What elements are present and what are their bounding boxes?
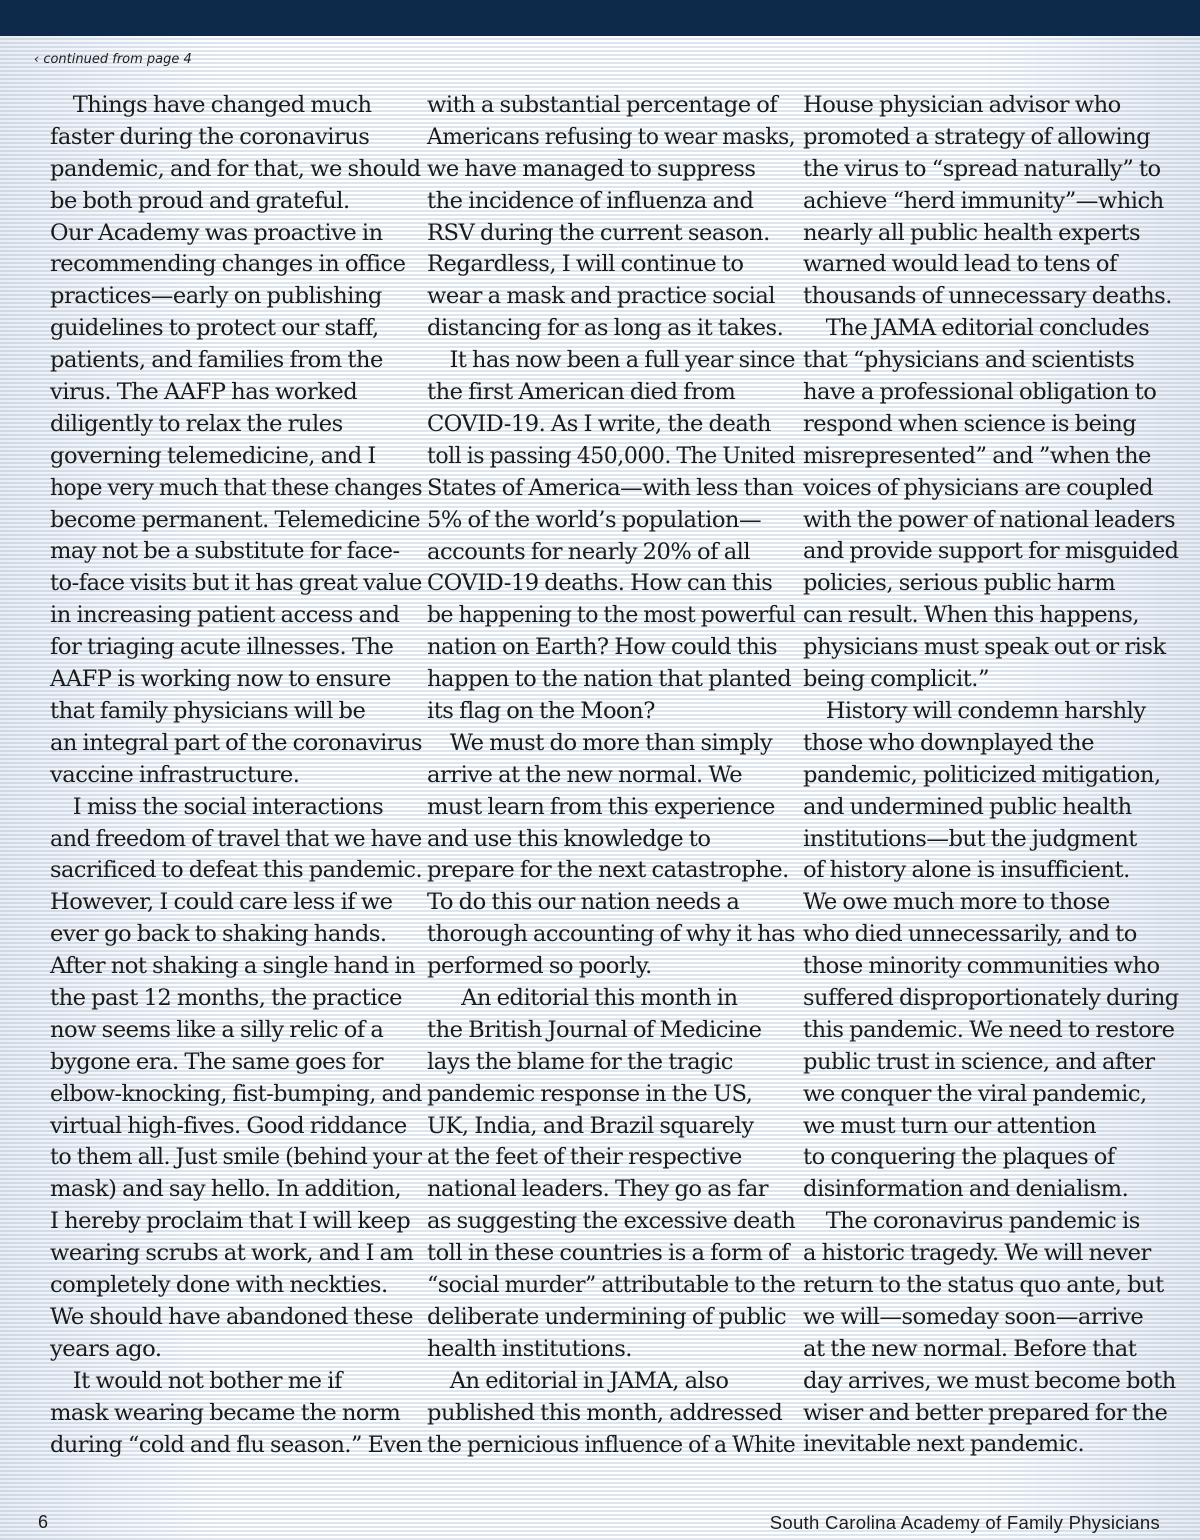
text-line: we have managed to suppress xyxy=(427,155,756,182)
text-line: now seems like a silly relic of a xyxy=(50,1016,384,1043)
text-line: pandemic, and for that, we should xyxy=(50,155,421,182)
text-line: COVID-19 deaths. How can this xyxy=(427,570,773,597)
text-line: An editorial this month in xyxy=(427,985,738,1012)
text-line: can result. When this happens, xyxy=(803,602,1140,629)
text-line: pandemic, politicized mitigation, xyxy=(803,761,1161,788)
header-bar xyxy=(0,0,1200,36)
text-line: promoted a strategy of allowing xyxy=(803,123,1151,150)
text-line: hope very much that these changes xyxy=(50,474,423,501)
text-line: elbow-knocking, fist-bumping, and xyxy=(50,1080,422,1107)
text-line: thorough accounting of why it has xyxy=(427,921,795,948)
text-line: disinformation and denialism. xyxy=(803,1176,1129,1203)
text-line: virtual high-fives. Good riddance xyxy=(50,1112,407,1139)
text-line: It has now been a full year since xyxy=(427,347,796,374)
text-line: with the power of national leaders xyxy=(803,506,1176,533)
text-line: An editorial in JAMA, also xyxy=(427,1367,729,1394)
text-line: the incidence of influenza and xyxy=(427,187,754,214)
text-line: must learn from this experience xyxy=(427,793,775,820)
text-line: lays the blame for the tragic xyxy=(427,1048,733,1075)
text-line: return to the status quo ante, but xyxy=(803,1271,1164,1298)
text-line: We owe much more to those xyxy=(803,889,1110,916)
publication-name: South Carolina Academy of Family Physicians xyxy=(769,1512,1160,1533)
text-line: health institutions. xyxy=(427,1335,632,1362)
text-line: The coronavirus pandemic is xyxy=(803,1208,1140,1235)
text-line: we conquer the viral pandemic, xyxy=(803,1080,1147,1107)
text-line: It would not bother me if xyxy=(50,1367,342,1394)
text-line: day arrives, we must become both xyxy=(803,1367,1176,1394)
text-line: during “cold and flu season.” Even xyxy=(50,1431,423,1458)
text-line: a historic tragedy. We will never xyxy=(803,1240,1151,1267)
text-line: achieve “herd immunity”—which xyxy=(803,187,1164,214)
text-line: prepare for the next catastrophe. xyxy=(427,857,789,884)
text-line: the virus to “spread naturally” to xyxy=(803,155,1161,182)
text-line: wearing scrubs at work, and I am xyxy=(50,1240,414,1267)
text-line: we will—someday soon—arrive xyxy=(803,1303,1144,1330)
text-line: arrive at the new normal. We xyxy=(427,761,743,788)
text-line: Things have changed much xyxy=(50,92,372,118)
text-line: be both proud and grateful. xyxy=(50,187,350,214)
text-line: UK, India, and Brazil squarely xyxy=(427,1112,754,1139)
text-line: History will condemn harshly xyxy=(803,697,1146,724)
text-line: mask) and say hello. In addition, xyxy=(50,1176,402,1203)
text-line: practices—early on publishing xyxy=(50,283,382,310)
text-line: an integral part of the coronavirus xyxy=(50,729,423,756)
article-column-3 xyxy=(803,90,1179,1461)
text-line: vaccine infrastructure. xyxy=(50,761,300,788)
text-line: the British Journal of Medicine xyxy=(427,1016,762,1043)
text-line: performed so poorly. xyxy=(427,953,652,980)
text-line: After not shaking a single hand in xyxy=(50,953,416,980)
text-line: for triaging acute illnesses. The xyxy=(50,634,394,661)
article-column-2 xyxy=(427,90,795,1461)
text-line: States of America—with less than xyxy=(427,474,794,501)
text-line: at the new normal. Before that xyxy=(803,1335,1137,1362)
text-line: the pernicious influence of a White xyxy=(427,1431,796,1458)
text-line: to conquering the plaques of xyxy=(803,1144,1115,1171)
text-line: We must do more than simply xyxy=(427,729,773,756)
text-line: sacrificed to defeat this pandemic. xyxy=(50,857,423,884)
text-line: be happening to the most powerful xyxy=(427,602,796,629)
text-line: public trust in science, and after xyxy=(803,1048,1155,1075)
text-line: as suggesting the excessive death xyxy=(427,1208,796,1235)
text-line: suffered disproportionately during xyxy=(803,984,1179,1011)
text-line: its flag on the Moon? xyxy=(427,697,655,724)
text-line: “social murder” attributable to the xyxy=(427,1272,796,1299)
text-line: mask wearing became the norm xyxy=(50,1399,401,1426)
text-line: Americans refusing to wear masks, xyxy=(427,123,796,150)
text-line: deliberate undermining of public xyxy=(427,1303,787,1330)
text-line: to-face visits but it has great value xyxy=(50,570,422,597)
text-line: that “physicians and scientists xyxy=(803,347,1135,374)
text-line: Our Academy was proactive in xyxy=(50,219,383,246)
text-line: accounts for nearly 20% of all xyxy=(427,538,751,565)
text-line: become permanent. Telemedicine xyxy=(50,506,421,533)
text-line: this pandemic. We need to restore xyxy=(803,1016,1175,1043)
text-line: with a substantial percentage of xyxy=(427,92,778,118)
text-line: wear a mask and practice social xyxy=(427,283,776,310)
text-line: have a professional obligation to xyxy=(803,379,1157,406)
text-line: the first American died from xyxy=(427,379,736,406)
text-line: and undermined public health xyxy=(803,793,1132,820)
text-line: and provide support for misguided xyxy=(803,538,1179,565)
text-line: that family physicians will be xyxy=(50,697,366,724)
text-line: toll is passing 450,000. The United xyxy=(427,442,796,469)
text-line: virus. The AAFP has worked xyxy=(50,379,358,406)
text-line: Regardless, I will continue to xyxy=(427,251,744,278)
text-line: distancing for as long as it takes. xyxy=(427,315,784,342)
text-line: inevitable next pandemic. xyxy=(803,1431,1085,1458)
text-line: of history alone is insufficient. xyxy=(803,857,1130,884)
text-line: who died unnecessarily, and to xyxy=(803,921,1137,948)
text-line: misrepresented” and ”when the xyxy=(803,442,1151,469)
text-line: House physician advisor who xyxy=(803,92,1121,118)
text-line: We should have abandoned these xyxy=(50,1303,413,1330)
text-line: pandemic response in the US, xyxy=(427,1080,753,1107)
text-line: patients, and families from the xyxy=(50,347,383,374)
text-line: happen to the nation that planted xyxy=(427,666,792,693)
text-line: RSV during the current season. xyxy=(427,219,770,246)
text-line: COVID-19. As I write, the death xyxy=(427,410,771,437)
page-number: 6 xyxy=(38,1512,49,1532)
text-line: diligently to relax the rules xyxy=(50,410,343,437)
text-line: at the feet of their respective xyxy=(427,1144,742,1171)
text-line: toll in these countries is a form of xyxy=(427,1240,790,1267)
text-line: published this month, addressed xyxy=(427,1399,783,1426)
text-line: To do this our nation needs a xyxy=(427,889,740,916)
text-line: respond when science is being xyxy=(803,410,1137,437)
text-line: voices of physicians are coupled xyxy=(803,474,1153,501)
text-line: may not be a substitute for face- xyxy=(50,538,400,565)
article-column-1 xyxy=(50,90,422,1461)
text-line: nearly all public health experts xyxy=(803,219,1141,246)
text-line: national leaders. They go as far xyxy=(427,1176,769,1203)
text-line: policies, serious public harm xyxy=(803,570,1116,597)
text-line: to them all. Just smile (behind your xyxy=(50,1144,422,1171)
text-line: physicians must speak out or risk xyxy=(803,634,1166,661)
text-line: governing telemedicine, and I xyxy=(50,442,376,469)
text-line: we must turn our attention xyxy=(803,1112,1097,1139)
text-line: I miss the social interactions xyxy=(50,793,384,820)
text-line: bygone era. The same goes for xyxy=(50,1048,384,1075)
text-line: completely done with neckties. xyxy=(50,1272,388,1299)
text-line: wiser and better prepared for the xyxy=(803,1399,1168,1426)
text-line: nation on Earth? How could this xyxy=(427,634,778,661)
text-line: thousands of unnecessary deaths. xyxy=(803,283,1172,310)
text-line: I hereby proclaim that I will keep xyxy=(50,1208,411,1235)
continued-from-note: ‹ continued from page 4 xyxy=(34,52,192,67)
text-line: those minority communities who xyxy=(803,953,1160,980)
text-line: ever go back to shaking hands. xyxy=(50,921,387,948)
text-line: The JAMA editorial concludes xyxy=(803,315,1150,342)
text-line: institutions—but the judgment xyxy=(803,825,1137,852)
text-line: in increasing patient access and xyxy=(50,602,400,629)
text-line: and freedom of travel that we have xyxy=(50,825,422,852)
text-line: recommending changes in office xyxy=(50,251,406,278)
text-line: warned would lead to tens of xyxy=(803,251,1117,278)
text-line: and use this knowledge to xyxy=(427,825,711,852)
text-line: 5% of the world’s population— xyxy=(427,506,762,533)
text-line: the past 12 months, the practice xyxy=(50,985,402,1012)
text-line: AAFP is working now to ensure xyxy=(50,666,391,693)
text-line: being complicit.” xyxy=(803,666,990,693)
text-line: guidelines to protect our staff, xyxy=(50,315,379,342)
text-line: those who downplayed the xyxy=(803,729,1094,756)
text-line: years ago. xyxy=(50,1335,162,1362)
text-line: However, I could care less if we xyxy=(50,889,393,916)
text-line: faster during the coronavirus xyxy=(50,123,370,150)
